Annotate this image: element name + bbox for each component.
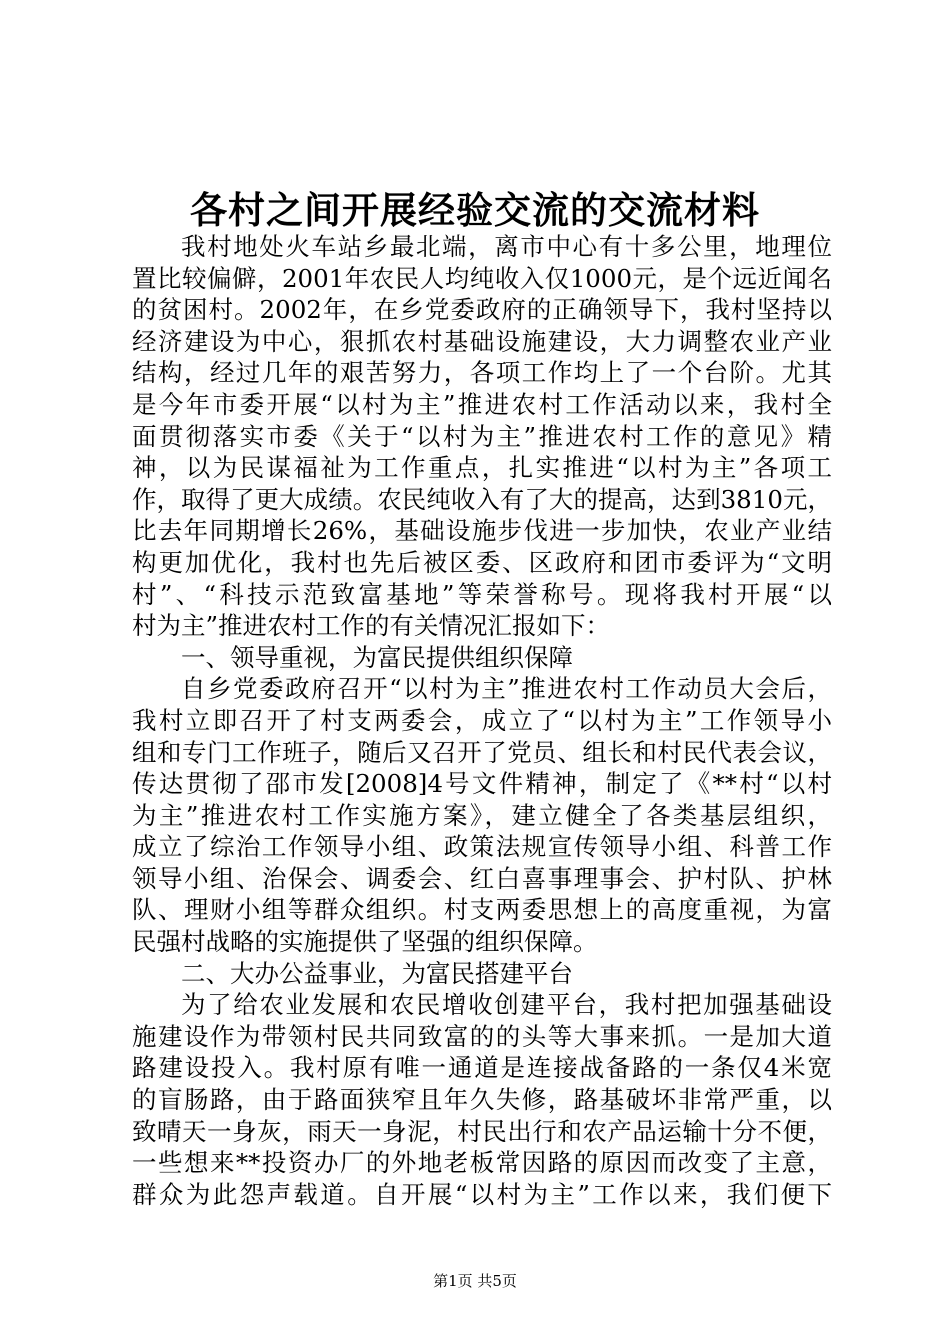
body-line: 置比较偏僻，2001年农民人均纯收入仅1000元，是个远近闻名	[132, 263, 832, 293]
body-line: 致晴天一身灰，雨天一身泥，村民出行和农产品运输十分不便，	[132, 1116, 832, 1146]
body-line: 队、理财小组等群众组织。村支两委思想上的高度重视，为富	[132, 895, 832, 925]
body-line: 成立了综治工作领导小组、政策法规宣传领导小组、科普工作	[132, 832, 832, 862]
body-line: 自乡党委政府召开“以村为主”推进农村工作动员大会后，	[181, 674, 832, 704]
body-line: 村为主”推进农村工作的有关情况汇报如下：	[132, 611, 611, 641]
body-line: 为了给农业发展和农民增收创建平台，我村把加强基础设	[181, 990, 832, 1020]
body-line: 传达贯彻了邵市发[2008]4号文件精神，制定了《**村“以村	[132, 769, 832, 799]
section-heading: 一、领导重视，为富民提供组织保障	[181, 642, 573, 672]
section-heading: 二、大办公益事业，为富民搭建平台	[181, 958, 573, 988]
body-line: 是今年市委开展“以村为主”推进农村工作活动以来，我村全	[132, 389, 832, 419]
body-line: 路建设投入。我村原有唯一通道是连接战备路的一条仅4米宽	[132, 1053, 832, 1083]
body-line: 结构，经过几年的艰苦努力，各项工作均上了一个台阶。尤其	[132, 358, 832, 388]
body-line: 的贫困村。2002年，在乡党委政府的正确领导下，我村坚持以	[132, 295, 832, 325]
body-line: 神，以为民谋福祉为工作重点，扎实推进“以村为主”各项工	[132, 453, 832, 483]
page-footer: 第1页 共5页	[433, 1272, 517, 1290]
body-line: 的盲肠路，由于路面狭窄且年久失修，路基破坏非常严重，以	[132, 1085, 832, 1115]
body-line: 村”、“科技示范致富基地”等荣誉称号。现将我村开展“以	[132, 579, 832, 609]
body-line: 经济建设为中心，狠抓农村基础设施建设，大力调整农业产业	[132, 326, 832, 356]
body-line: 我村地处火车站乡最北端，离市中心有十多公里，地理位	[181, 232, 832, 261]
body-line: 构更加优化，我村也先后被区委、区政府和团市委评为“文明	[132, 547, 832, 577]
body-line: 面贯彻落实市委《关于“以村为主”推进农村工作的意见》精	[132, 421, 832, 451]
body-line: 施建设作为带领村民共同致富的的头等大事来抓。一是加大道	[132, 1021, 832, 1051]
body-line: 组和专门工作班子，随后又召开了党员、组长和村民代表会议，	[132, 737, 832, 767]
body-line: 我村立即召开了村支两委会，成立了“以村为主”工作领导小	[132, 705, 832, 735]
body-line: 为主”推进农村工作实施方案》，建立健全了各类基层组织，	[132, 800, 832, 830]
body-line: 群众为此怨声载道。自开展“以村为主”工作以来，我们便下	[132, 1179, 832, 1209]
body-line: 比去年同期增长26%，基础设施步伐进一步加快，农业产业结	[132, 516, 832, 546]
document-title: 各村之间开展经验交流的交流材料	[190, 188, 760, 232]
body-line: 民强村战略的实施提供了坚强的组织保障。	[132, 927, 598, 957]
document-body	[132, 231, 832, 1210]
body-line: 一些想来**投资办厂的外地老板常因路的原因而改变了主意，	[132, 1148, 832, 1178]
body-line: 作，取得了更大成绩。农民纯收入有了大的提高，达到3810元，	[132, 484, 832, 514]
body-line: 领导小组、治保会、调委会、红白喜事理事会、护村队、护林	[132, 863, 832, 893]
